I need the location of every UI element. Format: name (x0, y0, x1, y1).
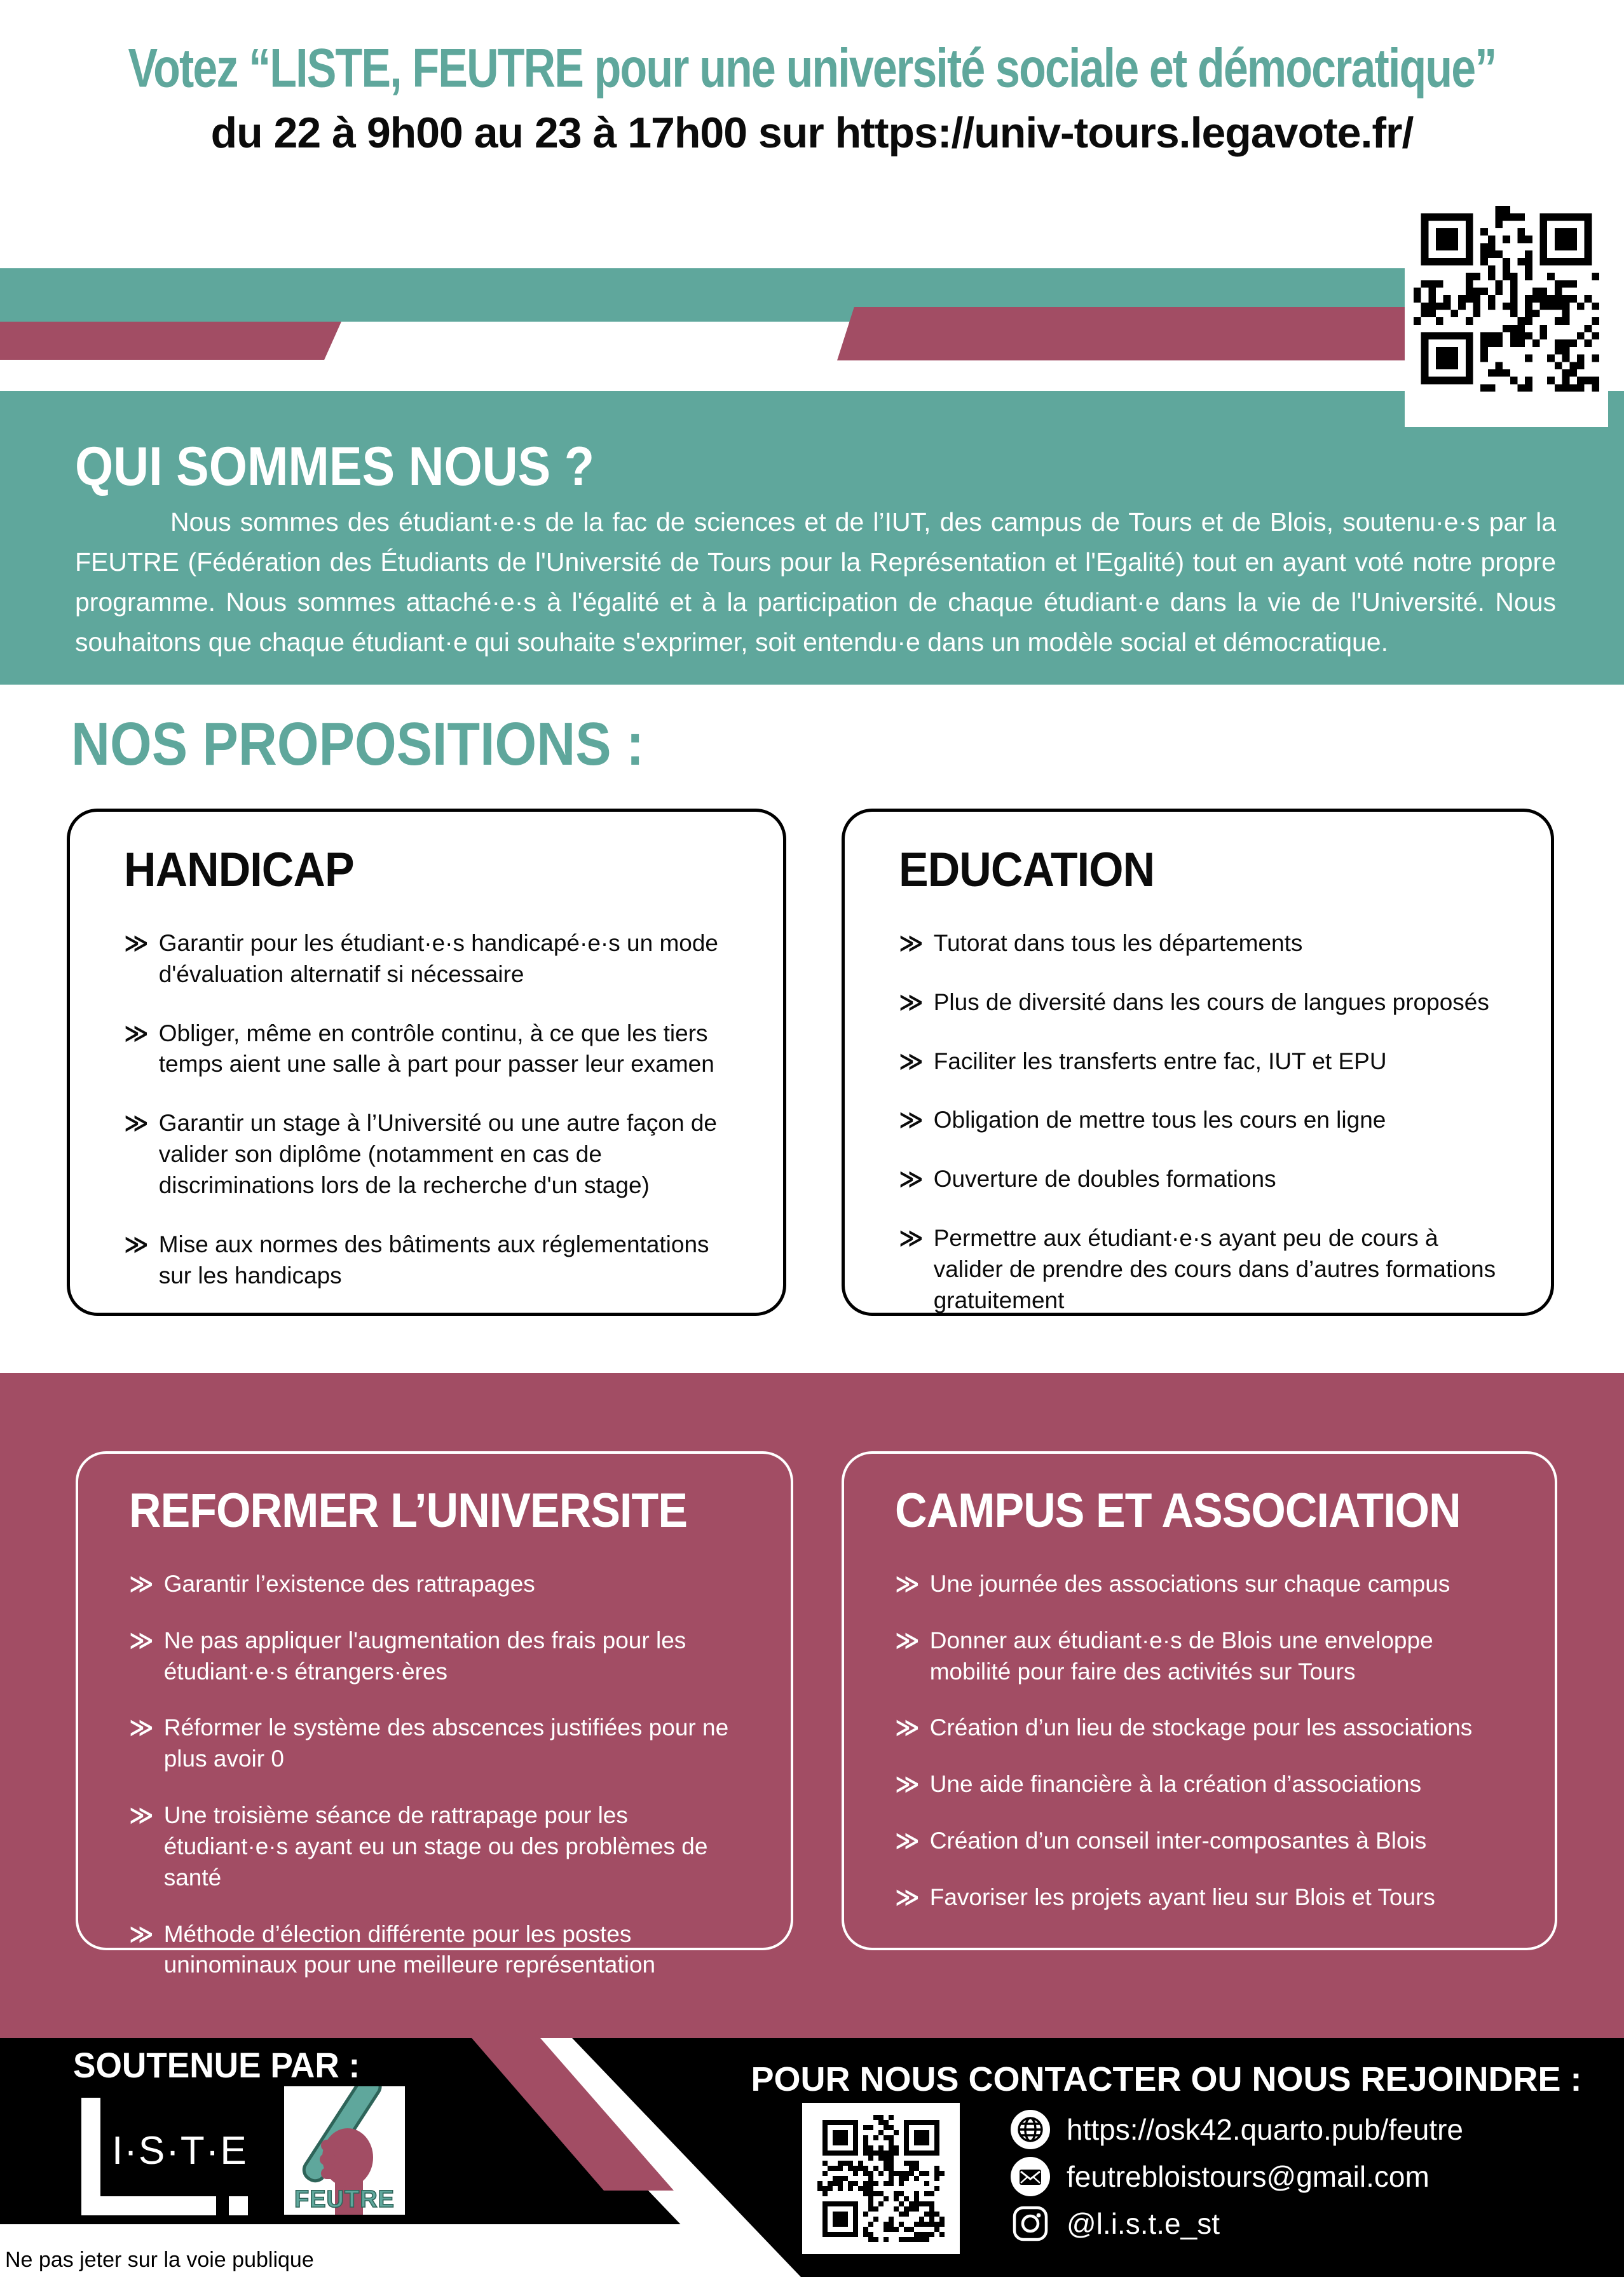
proposition-text: Mise aux normes des bâtiments aux réglementations sur les handicaps (158, 1231, 709, 1289)
proposition-text: Tutorat dans tous les départements (933, 930, 1303, 956)
proposition-item (124, 1229, 729, 1292)
disclaimer-text: Ne pas jeter sur la voie publique (5, 2248, 314, 2272)
liste-logo-foot (81, 2196, 216, 2215)
proposition-text: Méthode d’élection différente pour les postes uninominaux pour une meilleure représentation (163, 1920, 656, 1978)
vote-dates-subtitle: du 22 à 9h00 au 23 à 17h00 sur https://univ-tours.legavote.fr/ (210, 109, 1414, 157)
proposition-text: Obligation de mettre tous les cours en ligne (933, 1107, 1386, 1133)
proposition-item (895, 1569, 1504, 1600)
chevron-bullet-icon: ≫ (129, 1571, 154, 1597)
chevron-bullet-icon: ≫ (895, 1771, 920, 1798)
chevron-bullet-icon: ≫ (899, 1166, 924, 1193)
proposition-text: Favoriser les projets ayant lieu sur Blois et Tours (929, 1884, 1435, 1910)
card-education (842, 809, 1554, 1316)
chevron-bullet-icon: ≫ (895, 1571, 920, 1597)
proposition-text: Création d’un conseil inter-composantes à Blois (929, 1828, 1427, 1854)
website-url: https://osk42.quarto.pub/feutre (1067, 2113, 1463, 2146)
chevron-bullet-icon: ≫ (899, 1107, 924, 1133)
proposition-item (899, 987, 1497, 1018)
chevron-bullet-icon: ≫ (899, 1048, 924, 1074)
chevron-bullet-icon: ≫ (895, 1828, 920, 1854)
contact-email-row (1011, 2156, 1430, 2197)
propositions-heading: NOS PROPOSITIONS : (71, 710, 645, 778)
card-items (124, 928, 729, 1291)
proposition-item (129, 1800, 740, 1893)
proposition-item (895, 1625, 1504, 1688)
proposition-item (129, 1713, 740, 1775)
instagram-handle: @l.i.s.t.e_st (1067, 2207, 1220, 2240)
proposition-text: Une journée des associations sur chaque campus (929, 1571, 1450, 1597)
proposition-text: Faciliter les transferts entre fac, IUT et EPU (933, 1048, 1387, 1074)
maroon-band-left (0, 322, 341, 360)
proposition-item (899, 1164, 1497, 1195)
chevron-bullet-icon: ≫ (129, 1920, 154, 1947)
chevron-bullet-icon: ≫ (899, 988, 924, 1015)
liste-logo-dot (229, 2196, 248, 2215)
proposition-text: Garantir l’existence des rattrapages (163, 1571, 535, 1597)
chevron-bullet-icon: ≫ (124, 1231, 149, 1257)
card-title: REFORMER L’UNIVERSITE (129, 1484, 688, 1538)
proposition-text: Création d’un lieu de stockage pour les associations (929, 1714, 1473, 1741)
svg-text:FEUTRE: FEUTRE (294, 2186, 395, 2213)
email-address: feutrebloistours@gmail.com (1067, 2160, 1430, 2193)
card-reformer-universite (76, 1451, 793, 1978)
supported-by-heading: SOUTENUE PAR : (73, 2045, 360, 2085)
proposition-item (895, 1769, 1504, 1800)
chevron-bullet-icon: ≫ (124, 930, 149, 956)
liste-logo-text: I·S·T·E (112, 2129, 248, 2173)
chevron-bullet-icon: ≫ (895, 1714, 920, 1741)
contact-website-row (1011, 2109, 1463, 2150)
proposition-item (895, 1882, 1504, 1913)
proposition-text: Ne pas appliquer l'augmentation des frais pour les étudiant·e·s étrangers·ères (163, 1627, 686, 1685)
proposition-item (124, 1018, 729, 1081)
proposition-text: Une troisième séance de rattrapage pour les étudiant·e·s ayant eu un stage ou des problèmes de santé (163, 1802, 708, 1891)
email-icon (1011, 2157, 1050, 2196)
proposition-item (899, 1046, 1497, 1077)
proposition-text: Donner aux étudiant·e·s de Blois une enveloppe mobilité pour faire des activités sur Tours (929, 1627, 1433, 1685)
chevron-bullet-icon: ≫ (124, 1020, 149, 1046)
proposition-item (124, 928, 729, 990)
proposition-item (895, 1713, 1504, 1744)
chevron-bullet-icon: ≫ (899, 930, 924, 956)
proposition-item (899, 1223, 1497, 1316)
chevron-bullet-icon: ≫ (124, 1110, 149, 1137)
chevron-bullet-icon: ≫ (895, 1884, 920, 1910)
qr-code-vote (1405, 170, 1608, 427)
proposition-text: Garantir pour les étudiant·e·s handicapé·e·s un mode d'évaluation alternatif si nécessaire (158, 930, 719, 987)
proposition-text: Permettre aux étudiant·e·s ayant peu de cours à valider de prendre des cours dans d’autres formations gratuitement (933, 1225, 1496, 1313)
proposition-text: Réformer le système des abscences justifiées pour ne plus avoir 0 (163, 1714, 729, 1772)
card-title: HANDICAP (124, 843, 354, 897)
proposition-item (129, 1569, 740, 1600)
proposition-item (899, 1105, 1497, 1136)
instagram-icon (1011, 2204, 1050, 2243)
proposition-item (895, 1826, 1504, 1857)
proposition-text: Garantir un stage à l’Université ou une autre façon de valider son diplôme (notamment en cas de discriminations lors de la recherche d'un stage) (158, 1110, 717, 1198)
card-items (129, 1569, 740, 1981)
liste-logo (81, 2098, 253, 2219)
contact-heading: POUR NOUS CONTACTER OU NOUS REJOINDRE : (751, 2060, 1582, 2098)
chevron-bullet-icon: ≫ (129, 1627, 154, 1653)
proposition-text: Une aide financière à la création d’associations (929, 1771, 1422, 1798)
proposition-item (129, 1919, 740, 1981)
page-title: Votez “LISTE, FEUTRE pour une université sociale et démocratique” (128, 38, 1496, 100)
card-items (899, 928, 1497, 1316)
who-section-heading: QUI SOMMES NOUS ? (75, 436, 595, 497)
chevron-bullet-icon: ≫ (129, 1714, 154, 1741)
globe-icon (1011, 2110, 1050, 2149)
feutre-logo (284, 2086, 405, 2215)
proposition-text: Obliger, même en contrôle continu, à ce que les tiers temps aient une salle à part pour passer leur examen (158, 1020, 714, 1077)
chevron-bullet-icon: ≫ (895, 1627, 920, 1653)
proposition-item (124, 1108, 729, 1201)
maroon-band-right (837, 307, 1405, 360)
who-section-paragraph: Nous sommes des étudiant·e·s de la fac de sciences et de l’IUT, des campus de Tours et de Blois, soutenu·e·s par la FEUTRE (Fédération des Étudiants de l'Université de Tours pour la Représentation et l'Egalité) tout en ayant voté notre propre programme. Nous sommes attaché·e·s à l'égalité et à la participation de chaque étudiant·e dans la vie de l'Université. Nous souhaitons que chaque étudiant·e qui souhaite s'exprimer, soit entendu·e dans un modèle social et démocratique. (75, 507, 1556, 657)
proposition-item (899, 928, 1497, 959)
qr-code-contact (802, 2103, 960, 2254)
card-campus-association (842, 1451, 1557, 1950)
card-title: CAMPUS ET ASSOCIATION (895, 1484, 1461, 1538)
proposition-text: Plus de diversité dans les cours de langues proposés (933, 988, 1489, 1015)
contact-instagram-row (1011, 2203, 1220, 2244)
card-items (895, 1569, 1504, 1913)
card-handicap (67, 809, 786, 1316)
card-title: EDUCATION (899, 843, 1155, 897)
chevron-bullet-icon: ≫ (129, 1802, 154, 1829)
proposition-item (129, 1625, 740, 1688)
chevron-bullet-icon: ≫ (899, 1225, 924, 1252)
proposition-text: Ouverture de doubles formations (933, 1166, 1276, 1193)
